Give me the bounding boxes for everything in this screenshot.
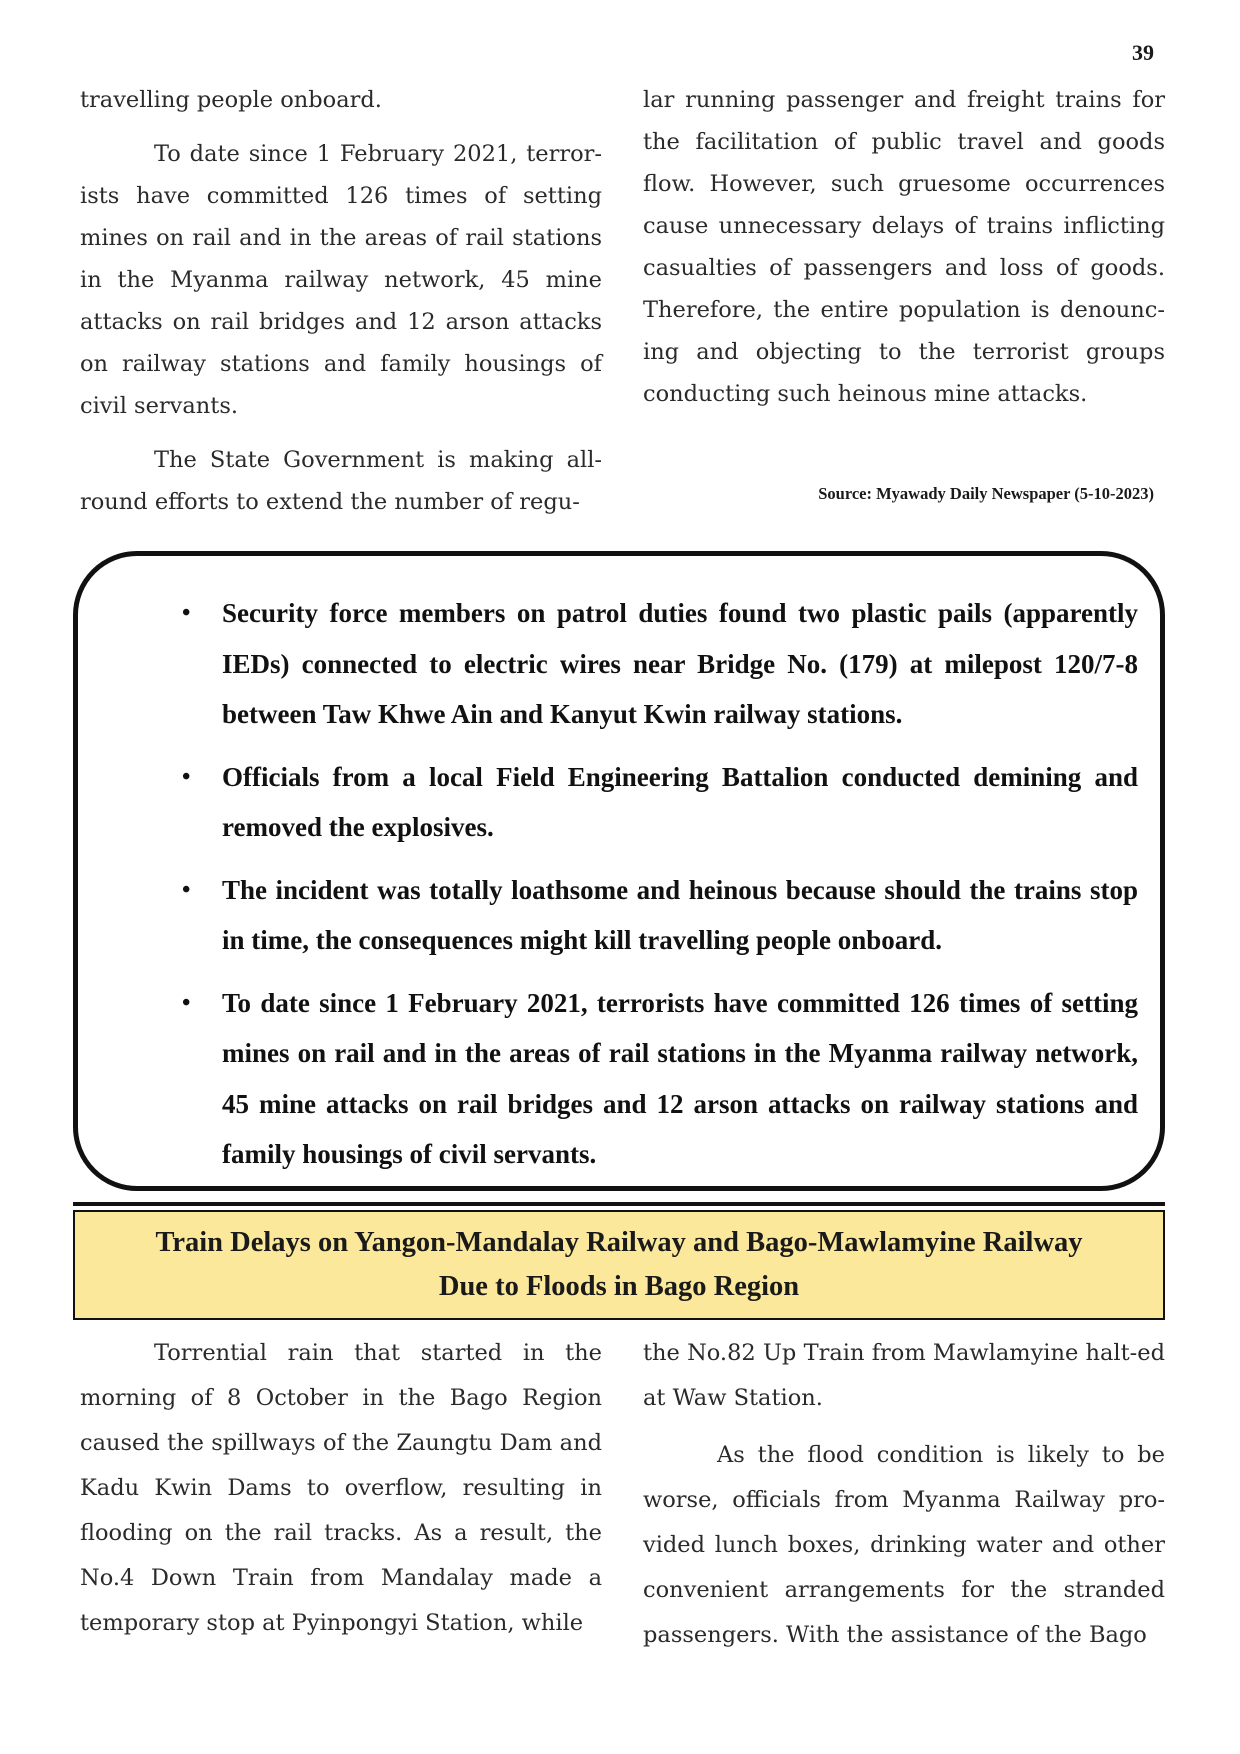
- source-citation: Source: Myawady Daily Newspaper (5-10-2023): [818, 484, 1154, 503]
- article-column-left: [80, 79, 602, 535]
- summary-bullet: • Officials from a local Field Engineering Battalion conducted demining and removed the explosives.: [222, 752, 1138, 853]
- paragraph: To date since 1 February 2021, terror-ists have committed 126 times of setting mines on rail and in the areas of rail stations in the Myanma railway network, 45 mine attacks on rail bridges and 12 arson attacks on railway stations and family housings of civil servants.: [80, 141, 602, 419]
- headline-line-1: Train Delays on Yangon-Mandalay Railway and Bago-Mawlamyine Railway: [155, 1227, 1083, 1258]
- summary-bullet: • The incident was totally loathsome and heinous because should the trains stop in time, the consequences might kill travelling people onboard.: [222, 865, 1138, 966]
- section-divider: [73, 1202, 1165, 1206]
- paragraph: The State Government is making all-round efforts to extend the number of regu-: [80, 447, 602, 515]
- article-column-right: [643, 79, 1165, 427]
- summary-bullet: • To date since 1 February 2021, terrorists have committed 126 times of setting mines on rail and in the areas of rail stations in the Myanma railway network, 45 mine attacks on rail bridges and 12 arson attacks on railway stations and family housings of civil servants.: [222, 978, 1138, 1180]
- article-column-right: [643, 1331, 1165, 1670]
- page-number: 39: [1132, 40, 1154, 65]
- summary-list: [148, 588, 1138, 1192]
- headline-line-2: Due to Floods in Bago Region: [438, 1271, 800, 1302]
- paragraph: the No.82 Up Train from Mawlamyine halt-ed at Waw Station.: [643, 1340, 1165, 1411]
- article-headline: [73, 1210, 1165, 1320]
- paragraph: As the flood condition is likely to be worse, officials from Myanma Railway pro-vided lunch boxes, drinking water and other convenient arrangements for the stranded passengers. With the assistance of the Bago: [643, 1442, 1165, 1648]
- paragraph: travelling people onboard.: [80, 87, 382, 113]
- paragraph: lar running passenger and freight trains for the facilitation of public travel and goods flow. However, such gruesome occurrences cause unnecessary delays of trains inflicting casualties of passengers and loss of goods. Therefore, the entire population is denounc-ing and objecting to the terrorist groups conducting such heinous mine attacks.: [643, 87, 1165, 407]
- summary-box: [73, 551, 1165, 1191]
- summary-bullet: • Security force members on patrol duties found two plastic pails (apparently IEDs) connected to electric wires near Bridge No. (179) at milepost 120/7-8 between Taw Khwe Ain and Kanyut Kwin railway stations.: [222, 588, 1138, 740]
- paragraph: Torrential rain that started in the morning of 8 October in the Bago Region caused the spillways of the Zaungtu Dam and Kadu Kwin Dams to overflow, resulting in flooding on the rail tracks. As a result, the No.4 Down Train from Mandalay made a temporary stop at Pyinpongyi Station, while: [80, 1340, 602, 1636]
- article-column-left: [80, 1331, 602, 1658]
